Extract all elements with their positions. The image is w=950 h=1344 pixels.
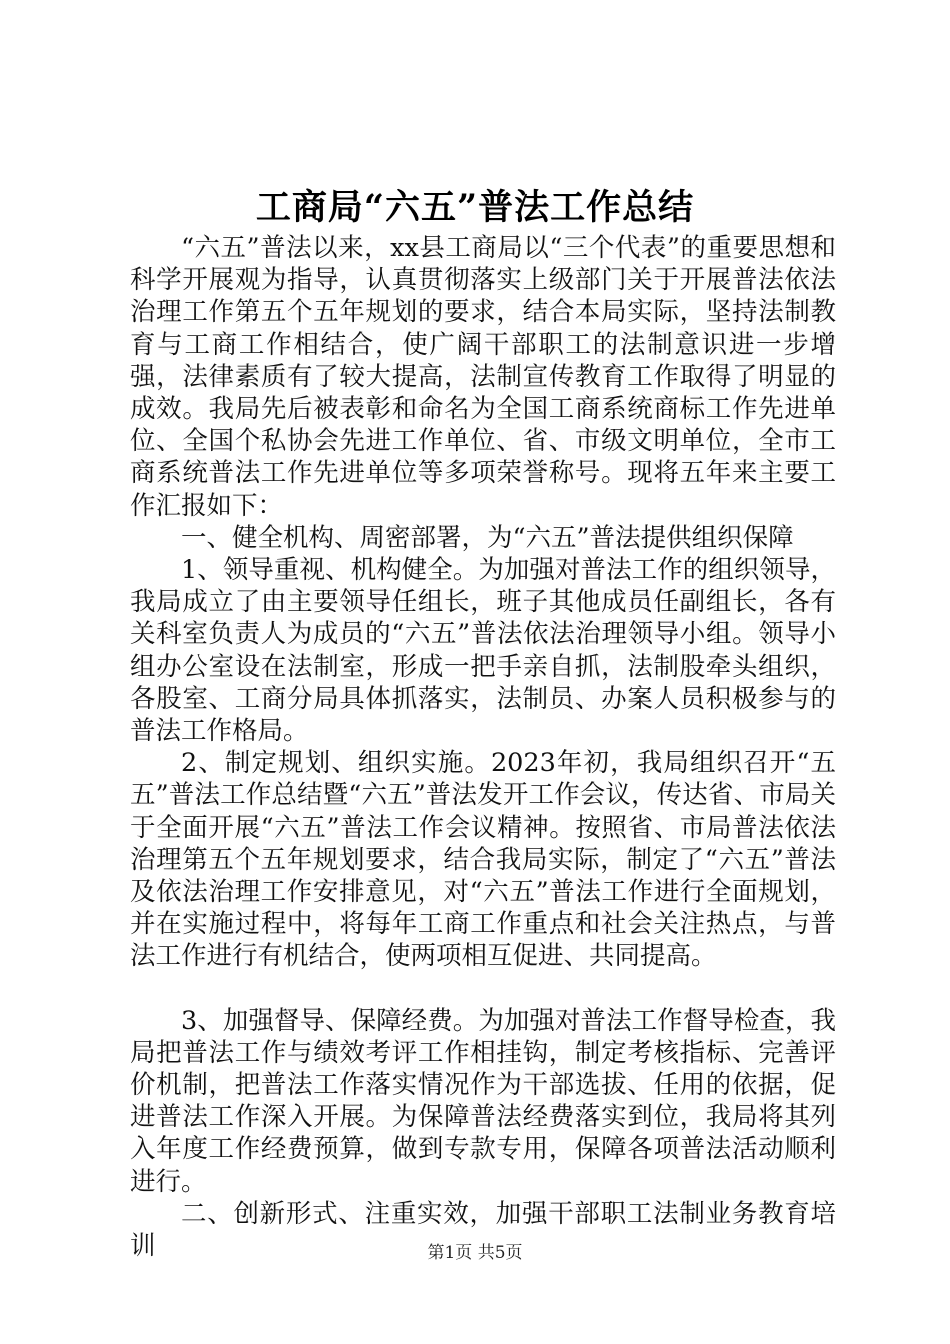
section-heading-2: 二、创新形式、注重实效，加强干部职工法制业务教育培训	[130, 1198, 836, 1262]
document-body	[130, 232, 836, 1262]
page-footer: 第1页 共5页	[427, 1243, 523, 1263]
paragraph-intro: “六五”普法以来，xx县工商局以“三个代表”的重要思想和科学开展观为指导，认真贯彻落实上级部门关于开展普法依法治理工作第五个五年规划的要求，结合本局实际，坚持法制教育与工商工作相结合，使广阔干部职工的法制意识进一步增强，法律素质有了较大提高，法制宣传教育工作取得了明显的成效。我局先后被表彰和命名为全国工商系统商标工作先进单位、全国个私协会先进工作单位、省、市级文明单位，全市工商系统普法工作先进单位等多项荣誉称号。现将五年来主要工作汇报如下：	[130, 233, 836, 521]
section-heading-1: 一、健全机构、周密部署，为“六五”普法提供组织保障	[181, 522, 794, 553]
document-title: 工商局“六五”普法工作总结	[255, 187, 695, 228]
paragraph-item-3: 3、加强督导、保障经费。为加强对普法工作督导检查，我局把普法工作与绩效考评工作相挂钩，制定考核指标、完善评价机制，把普法工作落实情况作为干部选拔、任用的依据，促进普法工作深入开展。为保障普法经费落实到位，我局将其列入年度工作经费预算，做到专款专用，保障各项普法活动顺利进行。	[130, 1005, 836, 1197]
paragraph-item-1: 1、领导重视、机构健全。为加强对普法工作的组织领导，我局成立了由主要领导任组长，班子其他成员任副组长，各有关科室负责人为成员的“六五”普法依法治理领导小组。领导小组办公室设在法制室，形成一把手亲自抓，法制股牵头组织，各股室、工商分局具体抓落实，法制员、办案人员积极参与的普法工作格局。	[130, 555, 836, 747]
paragraph-item-2: 2、制定规划、组织实施。2023年初，我局组织召开“五五”普法工作总结暨“六五”普法发开工作会议，传达省、市局关于全面开展“六五”普法工作会议精神。按照省、市局普法依法治理第五个五年规划要求，结合我局实际，制定了“六五”普法及依法治理工作安排意见，对“六五”普法工作进行全面规划，并在实施过程中，将每年工商工作重点和社会关注热点，与普法工作进行有机结合，使两项相互促进、共同提高。	[130, 748, 836, 972]
